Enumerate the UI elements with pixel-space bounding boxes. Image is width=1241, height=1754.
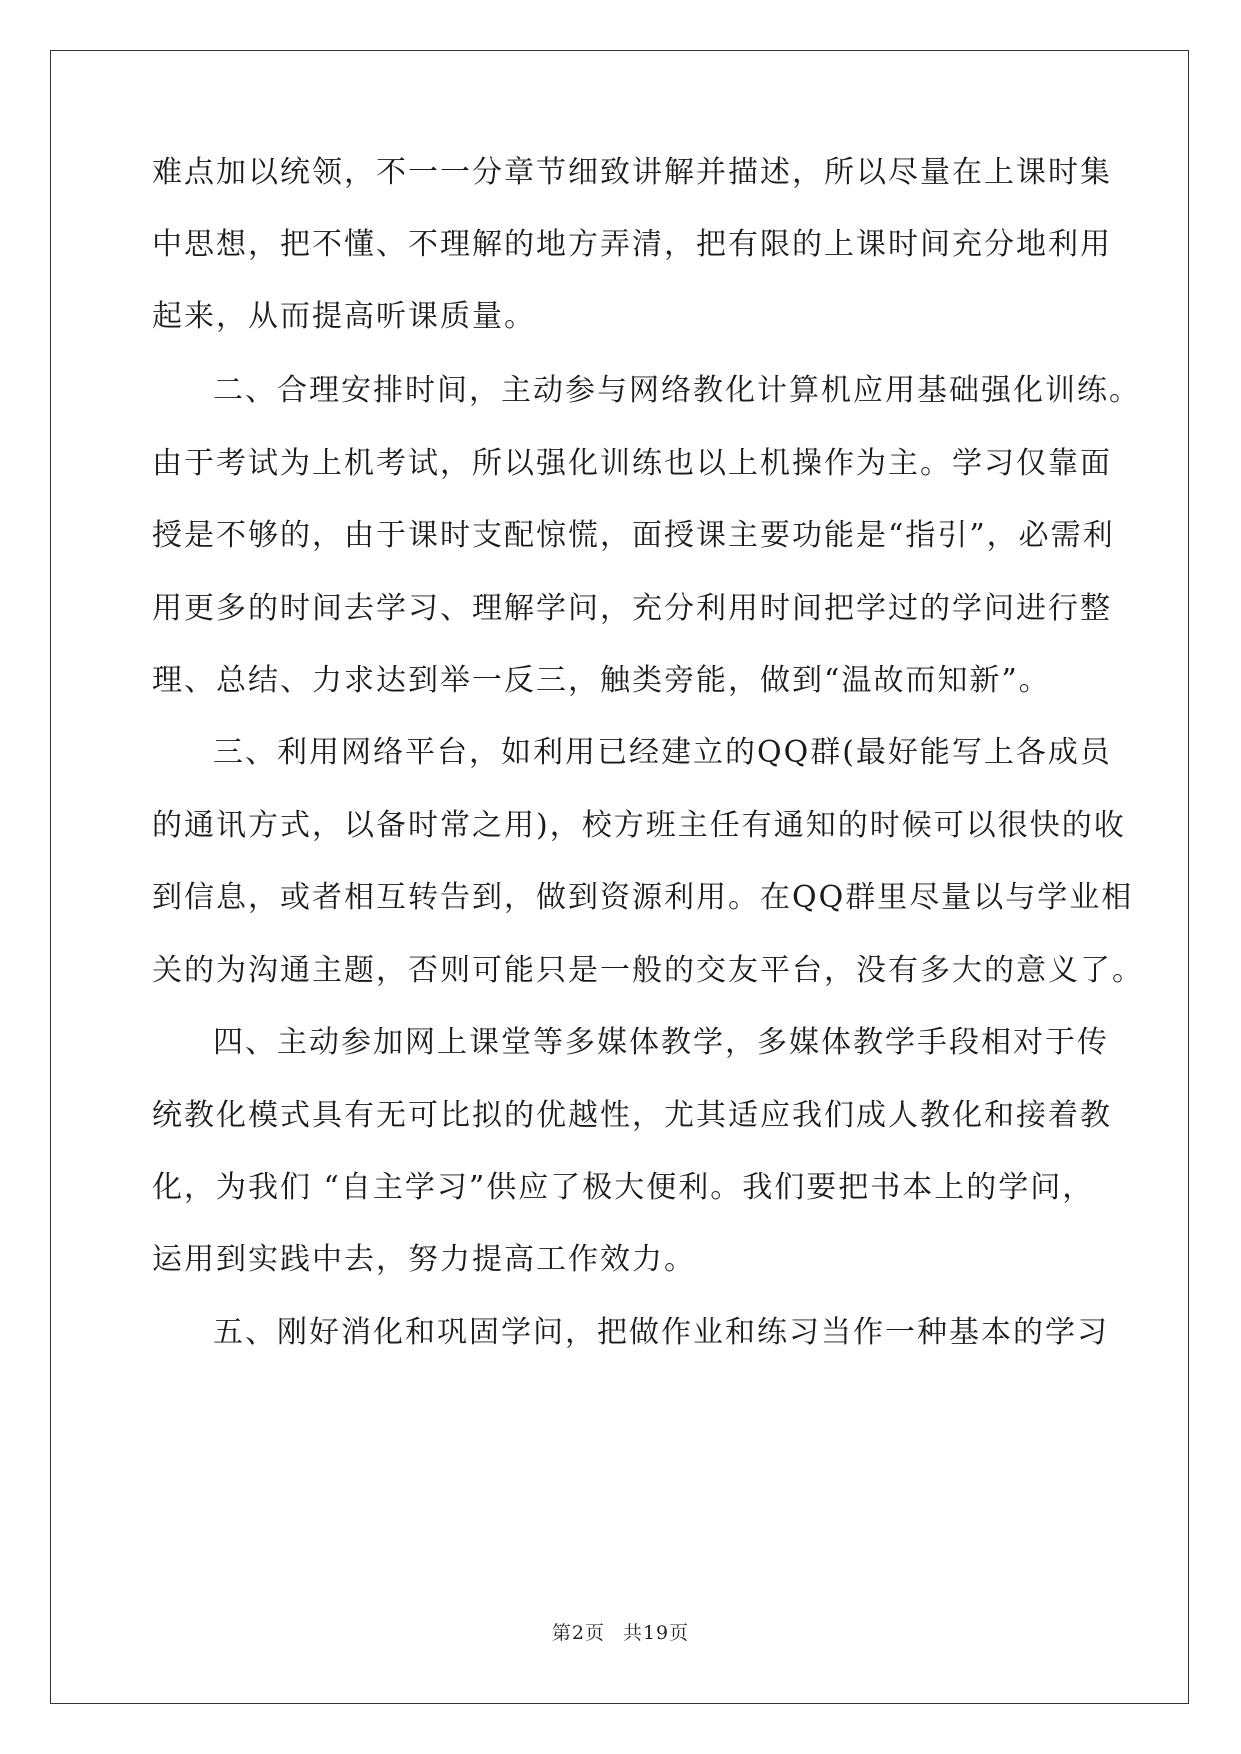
page-total: 共19页	[622, 1622, 690, 1644]
text-line: 化，为我们 “自主学习”供应了极大便利。我们要把书本上的学问，	[152, 1170, 1095, 1205]
text-line: 由于考试为上机考试，所以强化训练也以上机操作为主。学习仅靠面	[152, 446, 1112, 481]
page-number: 第2页	[551, 1622, 605, 1644]
text-line: 授是不够的，由于课时支配惊慌，面授课主要功能是“指引”，必需利	[152, 518, 1115, 553]
paragraph-start-line: 二、合理安排时间，主动参与网络教化计算机应用基础强化训练。	[213, 373, 1141, 408]
text-line: 统教化模式具有无可比拟的优越性，尤其适应我们成人教化和接着教	[152, 1098, 1112, 1133]
text-line: 的通讯方式，以备时常之用)，校方班主任有通知的时候可以很快的收	[152, 808, 1126, 843]
paragraph-start-line: 三、利用网络平台，如利用已经建立的QQ群(最好能写上各成员	[213, 735, 1112, 770]
text-line: 用更多的时间去学习、理解学问，充分利用时间把学过的学问进行整	[152, 591, 1112, 626]
text-line: 难点加以统领，不一一分章节细致讲解并描述，所以尽量在上课时集	[152, 155, 1112, 190]
text-line: 起来，从而提高听课质量。	[152, 299, 536, 334]
paragraph-start-line: 五、刚好消化和巩固学问，把做作业和练习当作一种基本的学习	[213, 1315, 1109, 1350]
text-line: 运用到实践中去，努力提高工作效力。	[152, 1242, 696, 1277]
text-line: 中思想，把不懂、不理解的地方弄清，把有限的上课时间充分地利用	[152, 227, 1112, 262]
text-line: 到信息，或者相互转告到，做到资源利用。在QQ群里尽量以与学业相	[152, 880, 1134, 915]
paragraph-start-line: 四、主动参加网上课堂等多媒体教学，多媒体教学手段相对于传	[213, 1025, 1109, 1060]
text-line: 理、总结、力求达到举一反三，触类旁能，做到“温故而知新”。	[152, 663, 1051, 698]
text-line: 关的为沟通主题，否则可能只是一般的交友平台，没有多大的意义了。	[152, 953, 1144, 988]
page-footer	[0, 1618, 1241, 1645]
